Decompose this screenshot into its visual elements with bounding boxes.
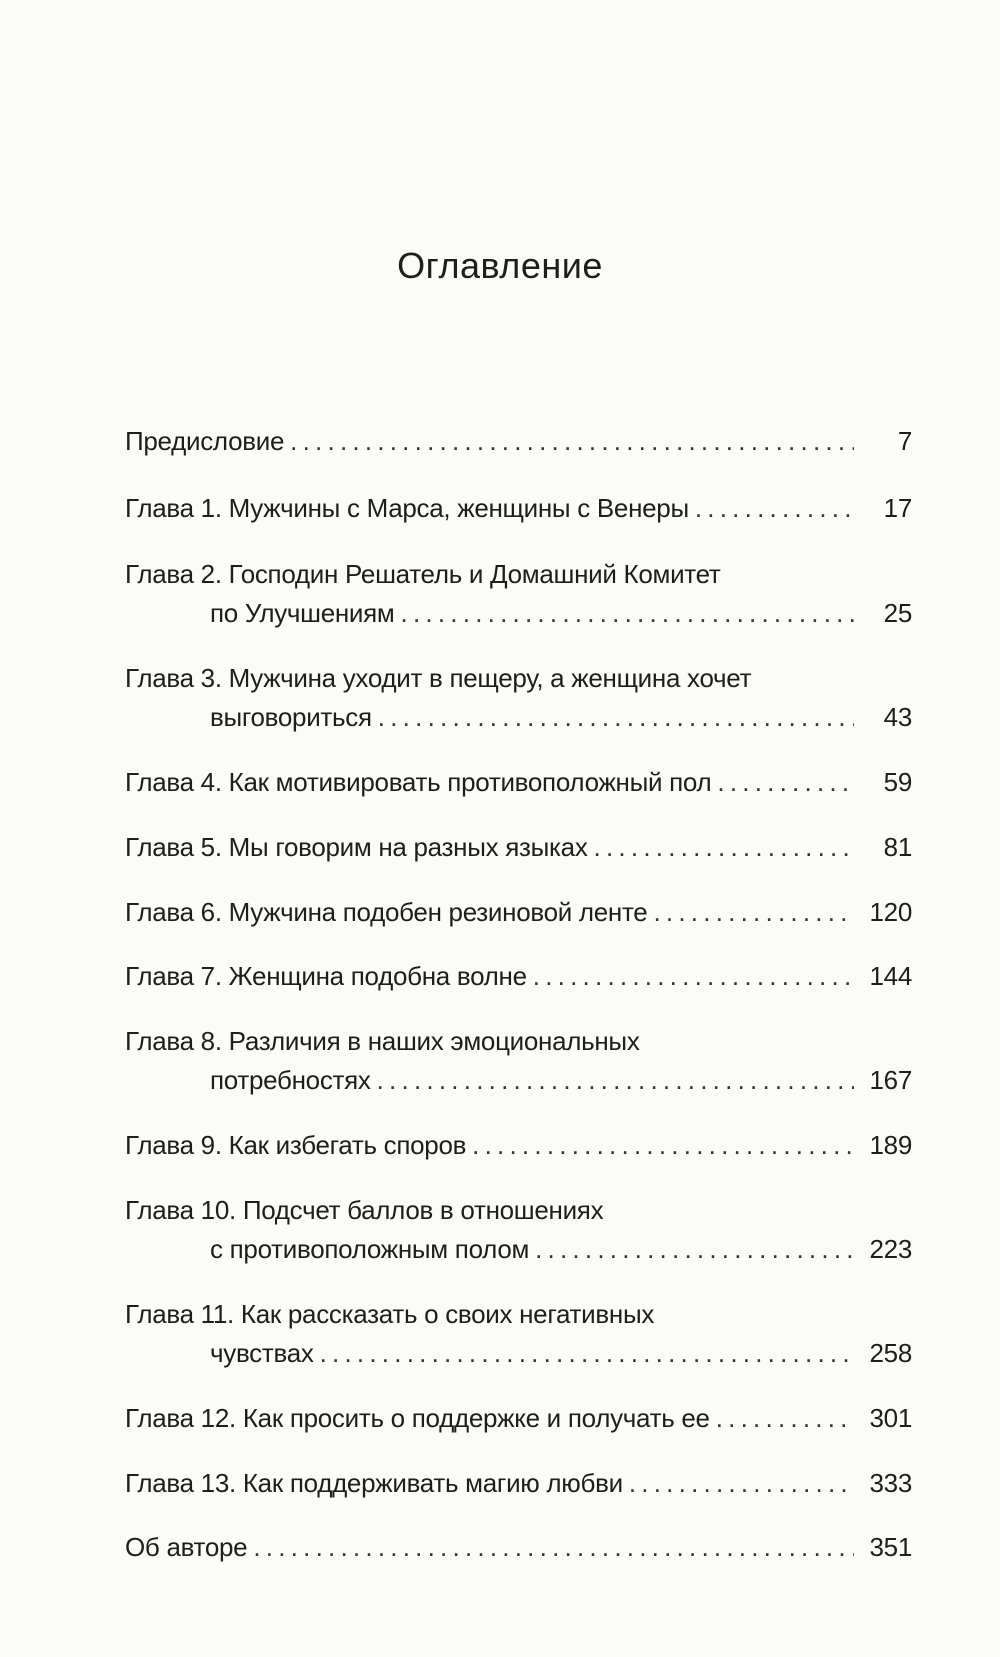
page-number: 167 — [869, 1065, 912, 1095]
entry-title: Глава 2. Господин Решатель и Домашний Комитет — [125, 559, 721, 589]
dot-leader — [695, 489, 854, 528]
toc-entry[interactable] — [125, 1191, 912, 1269]
entry-title: Глава 1. Мужчины с Марса, женщины с Венеры — [125, 493, 689, 523]
entry-title: Глава 3. Мужчина уходит в пещеру, а женщина хочет — [125, 663, 752, 693]
toc-entry[interactable] — [125, 1126, 912, 1165]
dot-leader — [401, 594, 854, 633]
page-number: 25 — [883, 598, 912, 628]
entry-title: Глава 8. Различия в наших эмоциональных — [125, 1026, 640, 1056]
entry-title: Глава 4. Как мотивировать противоположный пол — [125, 767, 712, 797]
dot-leader — [629, 1464, 854, 1503]
page-number: 189 — [869, 1130, 912, 1160]
dot-leader — [594, 828, 854, 867]
entry-title: Предисловие — [125, 426, 285, 456]
dot-leader — [290, 422, 854, 461]
dot-leader — [320, 1334, 854, 1373]
page-number: 144 — [869, 961, 912, 991]
entry-title: Глава 10. Подсчет баллов в отношениях — [125, 1195, 604, 1225]
dot-leader — [377, 1061, 854, 1100]
page-number: 258 — [869, 1338, 912, 1368]
toc-entry[interactable] — [125, 1022, 912, 1100]
entry-title: Глава 13. Как поддерживать магию любви — [125, 1468, 623, 1498]
dot-leader — [253, 1528, 854, 1567]
toc-entry[interactable] — [125, 1399, 912, 1438]
page-number: 301 — [869, 1403, 912, 1433]
entry-title: Глава 6. Мужчина подобен резиновой ленте — [125, 897, 648, 927]
page-number: 43 — [883, 702, 912, 732]
toc-entry[interactable] — [125, 1464, 912, 1503]
toc-entry[interactable] — [125, 828, 912, 867]
page-number: 351 — [869, 1532, 912, 1562]
dot-leader — [716, 1399, 854, 1438]
entry-title: Глава 7. Женщина подобна волне — [125, 961, 527, 991]
toc-entry[interactable] — [125, 422, 912, 461]
dot-leader — [472, 1126, 854, 1165]
toc-entry[interactable] — [125, 957, 912, 996]
page-number: 17 — [883, 493, 912, 523]
entry-title: Глава 9. Как избегать споров — [125, 1130, 467, 1160]
page-title: Оглавление — [397, 245, 603, 286]
dot-leader — [717, 763, 854, 802]
toc-entry[interactable] — [125, 659, 912, 737]
entry-title-continued: чувствах — [210, 1338, 314, 1368]
page-number: 120 — [869, 897, 912, 927]
entry-title-continued: с противоположным полом — [210, 1234, 530, 1264]
toc-entry[interactable] — [125, 489, 912, 528]
page-number: 333 — [869, 1468, 912, 1498]
page-number: 7 — [897, 426, 912, 456]
entry-title: Об авторе — [125, 1532, 248, 1562]
page-number: 223 — [869, 1234, 912, 1264]
entry-title-continued: потребностях — [210, 1065, 371, 1095]
entry-title-continued: выговориться — [210, 702, 372, 732]
toc-entry[interactable] — [125, 763, 912, 802]
toc-entry[interactable] — [125, 1528, 912, 1567]
toc-entry[interactable] — [125, 893, 912, 932]
entry-title: Глава 12. Как просить о поддержке и получать ее — [125, 1403, 710, 1433]
entry-title: Глава 5. Мы говорим на разных языках — [125, 832, 588, 862]
entry-title-continued: по Улучшениям — [210, 598, 395, 628]
dot-leader — [533, 957, 854, 996]
dot-leader — [535, 1230, 854, 1269]
page-number: 81 — [883, 832, 912, 862]
dot-leader — [653, 893, 854, 932]
toc-entry[interactable] — [125, 555, 912, 633]
page-number: 59 — [883, 767, 912, 797]
dot-leader — [378, 698, 854, 737]
toc-entry[interactable] — [125, 1295, 912, 1373]
entry-title: Глава 11. Как рассказать о своих негативных — [125, 1299, 655, 1329]
